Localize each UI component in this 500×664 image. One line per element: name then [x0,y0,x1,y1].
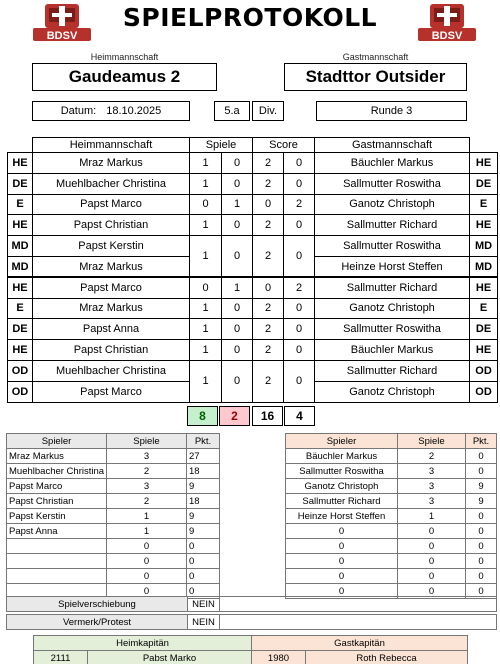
stats-player: 0 [286,569,398,584]
match-type: MD [8,256,33,277]
home-player: Muehlbacher Christina [33,360,190,381]
stats-games: 0 [107,539,187,554]
guest-captain-name: Roth Rebecca [306,651,468,664]
stats-games: 0 [107,554,187,569]
stats-row [286,509,497,524]
stats-player: Sallmutter Roswitha [286,464,398,479]
header-score: Score [253,138,315,153]
home-games: 0 [190,277,222,298]
guest-player: Sallmutter Roswitha [315,173,470,194]
home-games: 1 [190,236,222,278]
home-score: 0 [253,194,284,215]
guest-stats-header-points: Pkt. [466,434,497,449]
home-player: Papst Marco [33,194,190,215]
guest-score: 0 [284,215,315,236]
guest-score: 0 [284,360,315,402]
guest-games: 0 [222,153,253,174]
guest-match-type: HE [470,277,498,298]
home-score: 2 [253,360,284,402]
home-score: 2 [253,153,284,174]
home-player: Papst Christian [33,215,190,236]
postponement-value[interactable]: NEIN [188,597,220,612]
protest-value[interactable]: NEIN [188,615,220,630]
postponement-label: Spielverschiebung [7,597,188,612]
match-type: DE [8,319,33,340]
home-score: 0 [253,277,284,298]
home-player: Mraz Markus [33,256,190,277]
round: Runde 3 [316,101,467,121]
guest-match-type: DE [470,319,498,340]
home-score: 2 [253,298,284,319]
header-guest: Gastmannschaft [315,138,470,153]
stats-games: 1 [107,509,187,524]
stats-games: 3 [398,464,466,479]
home-stats-header-points: Pkt. [187,434,220,449]
match-row [8,215,498,236]
stats-player: Heinze Horst Steffen [286,509,398,524]
guest-player: Bäuchler Markus [315,340,470,361]
stats-points: 0 [466,464,497,479]
stats-points: 9 [466,494,497,509]
stats-games: 0 [107,569,187,584]
home-captain-label: Heimkapitän [34,636,252,651]
guest-score: 0 [284,298,315,319]
postponement-row [6,596,497,612]
guest-match-type: MD [470,256,498,277]
home-games: 1 [190,215,222,236]
stats-row [7,569,220,584]
page-title: SPIELPROTOKOLL [122,3,378,32]
home-player: Mraz Markus [33,298,190,319]
match-header-row [8,138,498,153]
guest-player: Sallmutter Roswitha [315,236,470,257]
division-label: Div. [252,101,284,121]
home-score: 2 [253,173,284,194]
stats-games: 0 [107,584,187,599]
guest-player: Ganotz Christoph [315,194,470,215]
guest-games: 1 [222,194,253,215]
match-row [8,298,498,319]
guest-player: Sallmutter Roswitha [315,319,470,340]
guest-score: 0 [284,153,315,174]
home-games: 1 [190,319,222,340]
stats-row [7,524,220,539]
home-games: 1 [190,173,222,194]
guest-stats-header-player: Spieler [286,434,398,449]
stats-games: 1 [107,524,187,539]
protest-notes[interactable] [220,615,497,630]
stats-player [7,539,107,554]
match-row [8,360,498,381]
guest-match-type: OD [470,381,498,402]
guest-score: 0 [284,173,315,194]
stats-row [7,494,220,509]
stats-player [7,569,107,584]
stats-row [286,494,497,509]
guest-games: 1 [222,277,253,298]
stats-player: Sallmutter Richard [286,494,398,509]
stats-games: 0 [398,539,466,554]
stats-games: 3 [107,479,187,494]
guest-match-type: DE [470,173,498,194]
guest-captain-id: 1980 [252,651,306,664]
stats-row [286,569,497,584]
home-player: Papst Marco [33,381,190,402]
stats-games: 0 [398,524,466,539]
stats-points: 18 [187,494,220,509]
guest-match-type: HE [470,215,498,236]
stats-points: 0 [187,554,220,569]
home-stats-header-player: Spieler [7,434,107,449]
stats-games: 0 [398,554,466,569]
match-row [8,340,498,361]
stats-games: 2 [107,494,187,509]
home-games: 1 [190,360,222,402]
stats-points: 0 [466,584,497,599]
match-row [8,236,498,257]
stats-player: 0 [286,584,398,599]
date-box [32,101,190,121]
home-player: Papst Christian [33,340,190,361]
header-spiele: Spiele [190,138,253,153]
stats-points: 0 [187,569,220,584]
stats-games: 0 [398,584,466,599]
home-games: 0 [190,194,222,215]
guest-match-type: HE [470,340,498,361]
stats-points: 9 [466,479,497,494]
stats-row [286,464,497,479]
home-stats-table [6,433,220,599]
guest-match-type: MD [470,236,498,257]
guest-match-type: E [470,298,498,319]
home-player: Muehlbacher Christina [33,173,190,194]
logo-text: BDSV [46,30,78,42]
match-type: MD [8,236,33,257]
match-row [8,194,498,215]
stats-games: 3 [398,494,466,509]
match-type: OD [8,381,33,402]
guest-match-type: HE [470,153,498,174]
stats-games: 3 [107,449,187,464]
stats-points: 0 [466,569,497,584]
stats-row [7,464,220,479]
home-score: 2 [253,236,284,278]
home-stats-header-games: Spiele [107,434,187,449]
postponement-notes[interactable] [220,597,497,612]
home-score: 2 [253,215,284,236]
stats-points: 0 [466,539,497,554]
guest-player: Ganotz Christoph [315,298,470,319]
home-player: Papst Kerstin [33,236,190,257]
guest-score: 2 [284,277,315,298]
guest-score: 0 [284,236,315,278]
date-label: Datum: [60,105,97,117]
stats-row [286,449,497,464]
total-guest-games: 2 [219,406,250,426]
home-player: Papst Anna [33,319,190,340]
stats-points: 0 [187,539,220,554]
protest-row [6,614,497,630]
home-captain-id: 2111 [34,651,88,664]
stats-points: 9 [187,479,220,494]
home-games: 1 [190,298,222,319]
guest-games: 0 [222,360,253,402]
stats-row [286,479,497,494]
stats-player: 0 [286,524,398,539]
match-type: HE [8,340,33,361]
stats-row [286,554,497,569]
guest-games: 0 [222,215,253,236]
guest-games: 0 [222,298,253,319]
protest-label: Vermerk/Protest [7,615,188,630]
stats-row [7,539,220,554]
stats-games: 2 [107,464,187,479]
match-type: OD [8,360,33,381]
guest-score: 0 [284,340,315,361]
stats-points: 0 [466,554,497,569]
guest-games: 0 [222,236,253,278]
guest-captain-label: Gastkapitän [252,636,468,651]
division-value: 5.a [214,101,250,121]
guest-player: Ganotz Christoph [315,381,470,402]
stats-games: 1 [398,509,466,524]
stats-player: 0 [286,554,398,569]
stats-row [286,539,497,554]
guest-games: 0 [222,340,253,361]
guest-player: Sallmutter Richard [315,277,470,298]
stats-points: 0 [466,449,497,464]
match-type: E [8,298,33,319]
home-stats-header [7,434,220,449]
stats-row [7,554,220,569]
guest-player: Sallmutter Richard [315,215,470,236]
guest-games: 0 [222,173,253,194]
guest-score: 2 [284,194,315,215]
stats-points: 0 [187,584,220,599]
total-home-score: 16 [252,406,283,426]
guest-team-label: Gastmannschaft [342,52,409,62]
stats-player: Ganotz Christoph [286,479,398,494]
match-row [8,277,498,298]
date-value: 18.10.2025 [106,105,162,117]
home-score: 2 [253,340,284,361]
guest-player: Bäuchler Markus [315,153,470,174]
home-player: Papst Marco [33,277,190,298]
match-row [8,319,498,340]
match-type: E [8,194,33,215]
logo-text: BDSV [431,30,463,42]
match-type: HE [8,215,33,236]
stats-player: Papst Christian [7,494,107,509]
stats-row [7,449,220,464]
stats-player: Bäuchler Markus [286,449,398,464]
stats-points: 18 [187,464,220,479]
match-type: HE [8,153,33,174]
home-captain-name: Pabst Marko [88,651,252,664]
stats-points: 9 [187,509,220,524]
home-team-label: Heimmannschaft [90,52,159,62]
stats-points: 9 [187,524,220,539]
home-player: Mraz Markus [33,153,190,174]
stats-games: 0 [398,569,466,584]
guest-player: Heinze Horst Steffen [315,256,470,277]
guest-stats-table [285,433,497,599]
stats-player: Papst Marco [7,479,107,494]
stats-games: 2 [398,449,466,464]
stats-row [7,509,220,524]
match-row [8,173,498,194]
match-table [7,137,498,403]
stats-points: 27 [187,449,220,464]
guest-team-name: Stadttor Outsider [284,63,467,91]
guest-player: Sallmutter Richard [315,360,470,381]
stats-player [7,554,107,569]
total-home-games: 8 [187,406,218,426]
guest-games: 0 [222,319,253,340]
stats-player: Papst Kerstin [7,509,107,524]
stats-games: 3 [398,479,466,494]
home-games: 1 [190,153,222,174]
stats-row [286,524,497,539]
header-home: Heimmannschaft [33,138,190,153]
stats-row [7,479,220,494]
stats-points: 0 [466,509,497,524]
guest-match-type: E [470,194,498,215]
home-score: 2 [253,319,284,340]
match-row [8,153,498,174]
total-guest-score: 4 [284,406,315,426]
guest-match-type: OD [470,360,498,381]
home-team-name: Gaudeamus 2 [32,63,217,91]
home-games: 1 [190,340,222,361]
stats-player: 0 [286,539,398,554]
stats-player: Papst Anna [7,524,107,539]
stats-points: 0 [466,524,497,539]
captains-table [33,635,468,664]
match-type: DE [8,173,33,194]
guest-stats-header [286,434,497,449]
match-type: HE [8,277,33,298]
guest-score: 0 [284,319,315,340]
stats-player: Muehlbacher Christina [7,464,107,479]
stats-player: Mraz Markus [7,449,107,464]
guest-stats-header-games: Spiele [398,434,466,449]
